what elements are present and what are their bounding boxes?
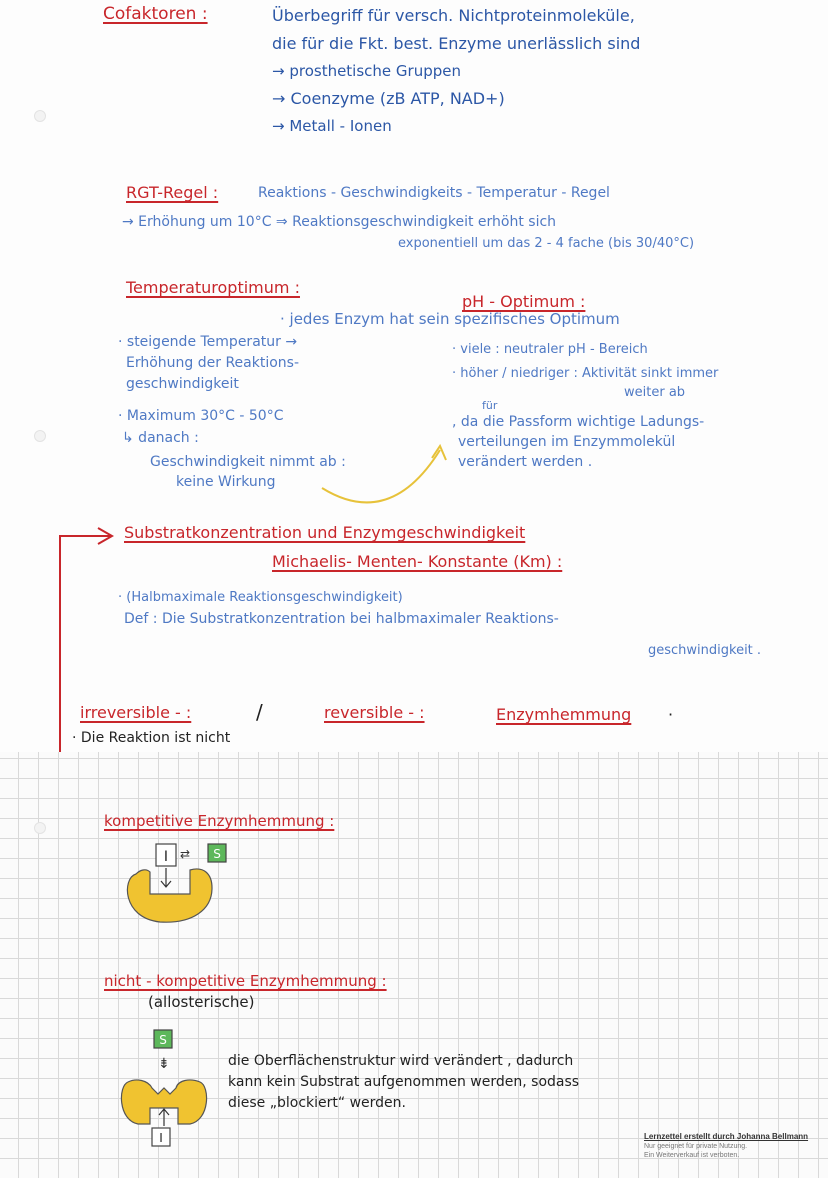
enzyme-shape — [127, 869, 212, 922]
rgt-line1: → Erhöhung um 10°C ⇒ Reaktionsgeschwindigkeit erhöht sich — [122, 214, 557, 230]
substrate-letter: S — [213, 847, 221, 861]
substrat-line3: geschwindigkeit . — [648, 643, 762, 658]
temp-left7: keine Wirkung — [176, 474, 276, 490]
credit-usage: Nur geeignet für private Nutzung. — [644, 1143, 748, 1150]
rgt-line2: exponentiell um das 2 - 4 fache (bis 30/40°C) — [398, 236, 695, 251]
nicht-kompetitiv-desc2: kann kein Substrat aufgenommen werden, sodass — [228, 1074, 580, 1090]
michaelis-menten-title: Michaelis- Menten- Konstante (Km) : — [272, 552, 563, 571]
temp-left5: ↳ danach : — [122, 430, 199, 446]
substrate-letter: S — [159, 1033, 167, 1047]
down-arrow-icon — [161, 868, 171, 887]
ph-right2: · höher / niedriger : Aktivität sinkt immer — [452, 366, 719, 381]
credit-resale: Ein Weiterverkauf ist verboten. — [644, 1152, 740, 1159]
rgt-desc: Reaktions - Geschwindigkeits - Temperatur - Regel — [258, 185, 610, 201]
ph-right6: verändert werden . — [458, 454, 593, 470]
kompetitiv-diagram — [120, 838, 230, 928]
irreversible-label: irreversible - : — [80, 703, 192, 722]
temperaturoptimum-title: Temperaturoptimum : — [126, 278, 300, 297]
rgt-title: RGT-Regel : — [126, 183, 219, 202]
equilibrium-arrows: ⇄ — [180, 847, 191, 861]
ph-right4: , da die Passform wichtige Ladungs- — [452, 414, 705, 430]
nicht-kompetitiv-diagram — [114, 1028, 214, 1150]
enzymhemmung-dot: · — [668, 705, 674, 724]
temp-left4: · Maximum 30°C - 50°C — [118, 408, 284, 424]
inhibitor-letter: I — [159, 1131, 163, 1145]
cofaktoren-item-prosthetisch: → prosthetische Gruppen — [272, 62, 461, 80]
nicht-kompetitiv-desc3: diese „blockiert“ werden. — [228, 1095, 406, 1111]
temp-left2: Erhöhung der Reaktions- — [126, 355, 300, 371]
up-arrow-icon — [159, 1109, 169, 1126]
cofaktoren-line1: Überbegriff für versch. Nichtproteinmoleküle, — [272, 6, 635, 25]
yellow-curve-arrow — [322, 450, 440, 502]
enzymhemmung-label: Enzymhemmung — [496, 705, 632, 724]
ph-right3: weiter ab — [624, 385, 686, 400]
cofaktoren-line2: die für die Fkt. best. Enzyme unerlässlich sind — [272, 34, 641, 53]
jedes-enzym-line: · jedes Enzym hat sein spezifisches Optimum — [280, 310, 620, 328]
nicht-kompetitiv-desc1: die Oberflächenstruktur wird verändert , dadurch — [228, 1053, 574, 1069]
temp-left3: geschwindigkeit — [126, 376, 239, 392]
temp-left6: Geschwindigkeit nimmt ab : — [150, 454, 346, 470]
ph-right-fuer: für — [482, 399, 498, 412]
ph-right5: verteilungen im Enzymmolekül — [458, 434, 676, 450]
allosterisch-label: (allosterische) — [148, 993, 255, 1011]
temp-left1: · steigende Temperatur → — [118, 334, 298, 350]
substrat-title: Substratkonzentration und Enzymgeschwindigkeit — [124, 523, 526, 542]
ph-right1: · viele : neutraler pH - Bereich — [452, 342, 648, 357]
substrat-line1: · (Halbmaximale Reaktionsgeschwindigkeit) — [118, 590, 403, 605]
inhibitor-letter: I — [163, 849, 169, 865]
ph-optimum-title: pH - Optimum : — [462, 292, 586, 311]
cofaktoren-item-coenzyme: → Coenzyme (zB ATP, NAD+) — [272, 89, 505, 108]
nicht-kompetitiv-title: nicht - kompetitive Enzymhemmung : — [104, 972, 387, 990]
hemmung-slash: / — [256, 700, 263, 724]
substrat-def: Def : Die Substratkonzentration bei halbmaximaler Reaktions- — [124, 611, 559, 627]
reversible-label: reversible - : — [324, 703, 425, 722]
irreversible-bullet: · Die Reaktion ist nicht — [72, 730, 231, 746]
kompetitiv-title: kompetitive Enzymhemmung : — [104, 812, 335, 830]
cofaktoren-item-metall: → Metall - Ionen — [272, 117, 392, 135]
blocked-arrow-icon: ⇟ — [158, 1056, 170, 1072]
punch-hole — [34, 822, 46, 834]
cofaktoren-title: Cofaktoren : — [103, 4, 208, 24]
credit-author: Lernzettel erstellt durch Johanna Bellmann — [644, 1132, 809, 1141]
